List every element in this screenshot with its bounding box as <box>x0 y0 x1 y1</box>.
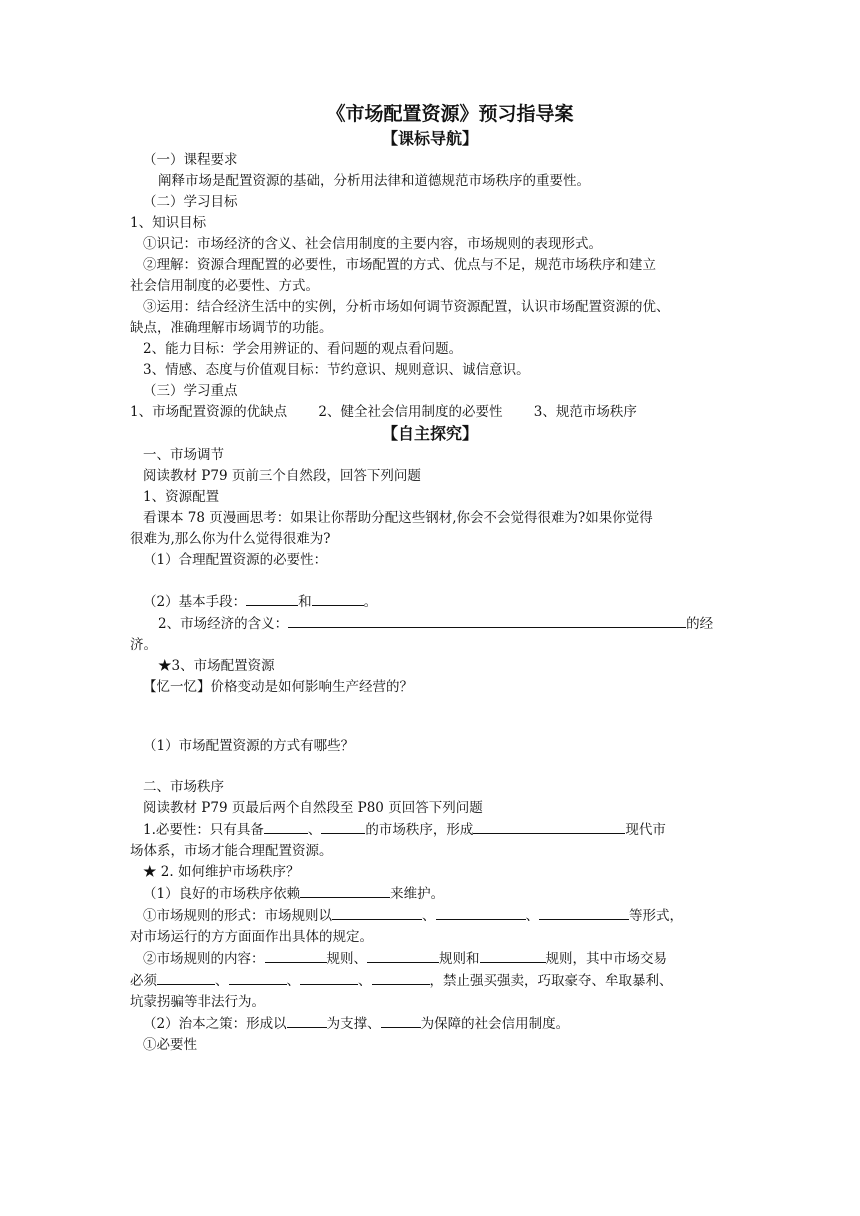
recall-question: 【忆一忆】价格变动是如何影响生产经营的？ <box>143 679 413 695</box>
course-req-text: 阐释市场是配置资源的基础，分析用法律和道德规范市场秩序的重要性。 <box>158 173 590 189</box>
cure-tail: 为保障的社会信用制度。 <box>420 1016 570 1032</box>
star3-heading: ★3、市场配置资源 <box>158 658 275 674</box>
answer-blank[interactable] <box>300 883 390 898</box>
document-body <box>130 100 730 1056</box>
necessity-mid: 的市场秩序，形成 <box>365 822 474 838</box>
rule-content-mid2: 规则和 <box>439 951 480 967</box>
part2-heading: 二、市场秩序 <box>143 779 224 795</box>
answer-blank[interactable] <box>367 948 439 963</box>
resource-q2 <box>130 591 730 613</box>
section-heading-explore: 【自主探究】 <box>381 424 478 443</box>
knowledge-item-1: ①识记：市场经济的含义、社会信用制度的主要内容，市场规则的表现形式。 <box>143 236 602 252</box>
emotion-goal: 3、情感、态度与价值观目标：节约意识、规则意识、诚信意识。 <box>143 362 530 378</box>
knowledge-item-3-line1: ③运用：结合经济生活中的实例，分析市场如何调节资源配置，认识市场配置资源的优、 <box>143 299 670 315</box>
answer-blank[interactable] <box>300 970 358 985</box>
answer-blank[interactable] <box>264 819 308 834</box>
order-q1 <box>130 883 730 905</box>
rule-form-label: ①市场规则的形式：市场规则以 <box>143 908 332 924</box>
rule-content-forbid: ，禁止强买强卖，巧取豪夺、牟取暴利、 <box>429 973 673 989</box>
cure-line <box>130 1013 730 1035</box>
answer-blank[interactable] <box>372 970 430 985</box>
sep: 、 <box>422 908 436 924</box>
focus-text: 1、市场配置资源的优缺点 2、健全社会信用制度的必要性 3、规范市场秩序 <box>130 404 637 420</box>
resource-think-line1: 看课本 78 页漫画思考：如果让你帮助分配这些钢材,你会不会觉得很难为?如果你觉得 <box>143 510 653 526</box>
answer-blank[interactable] <box>381 1013 421 1028</box>
rule-content-label: ②市场规则的内容： <box>143 951 265 967</box>
resource-heading: 1、资源配置 <box>143 489 220 505</box>
cure-mid: 为支撑、 <box>326 1016 381 1032</box>
resource-q1: （1）合理配置资源的必要性： <box>143 552 328 568</box>
cure-label: （2）治本之策：形成以 <box>143 1016 287 1032</box>
document-title: 《市场配置资源》预习指导案 <box>326 103 574 125</box>
answer-space <box>130 698 730 736</box>
necessity-line2: 场体系，市场才能合理配置资源。 <box>130 843 333 859</box>
answer-blank[interactable] <box>332 905 422 920</box>
ability-goal: 2、能力目标：学会用辨证的、看问题的观点看问题。 <box>143 341 463 357</box>
necessity-tail: 现代市 <box>625 822 666 838</box>
answer-blank[interactable] <box>312 591 364 606</box>
knowledge-item-3-line2: 缺点，准确理解市场调节的功能。 <box>130 320 333 336</box>
part2-read: 阅读教材 P79 页最后两个自然段至 P80 页回答下列问题 <box>143 800 483 816</box>
part1-heading: 一、市场调节 <box>143 447 224 463</box>
rule-form-line2: 对市场运行的方方面面作出具体的规定。 <box>130 929 373 945</box>
answer-blank[interactable] <box>246 591 298 606</box>
sep: 、 <box>286 973 300 989</box>
sep: 、 <box>307 822 322 838</box>
resource-think-line2: 很难为,那么你为什么觉得很难为? <box>130 531 331 547</box>
market-def-label: 2、市场经济的含义： <box>158 616 289 632</box>
answer-blank[interactable] <box>480 948 546 963</box>
order-q1-label: （1）良好的市场秩序依赖 <box>143 886 301 902</box>
star2-heading: ★ 2. 如何维护市场秩序？ <box>143 864 300 880</box>
knowledge-item-2-line2: 社会信用制度的必要性、方式。 <box>130 278 319 294</box>
rule-content-line3: 坑蒙拐骗等非法行为。 <box>130 994 265 1010</box>
rule-form-tail: 等形式， <box>629 908 683 924</box>
answer-blank[interactable] <box>436 905 526 920</box>
necessity-line1 <box>130 819 730 841</box>
answer-blank[interactable] <box>265 948 327 963</box>
answer-space <box>130 571 730 591</box>
goal-heading: （二）学习目标 <box>143 194 238 210</box>
market-def-tail: 的经 <box>686 616 714 632</box>
course-req-heading: （一）课程要求 <box>143 152 238 168</box>
resource-q2-label: （2）基本手段： <box>143 594 247 610</box>
rule-content-mid1: 规则、 <box>326 951 367 967</box>
answer-blank[interactable] <box>288 613 686 628</box>
answer-blank[interactable] <box>473 819 625 834</box>
answer-blank[interactable] <box>321 819 365 834</box>
market-def <box>130 613 730 635</box>
knowledge-heading: 1、知识目标 <box>130 215 207 231</box>
necessity-heading: ①必要性 <box>143 1037 197 1053</box>
resource-q2-end: 。 <box>363 594 378 610</box>
part1-read: 阅读教材 P79 页前三个自然段，回答下列问题 <box>143 468 421 484</box>
market-def-cont: 济。 <box>130 637 157 653</box>
order-q1-tail: 来维护。 <box>390 886 445 902</box>
sep: 、 <box>525 908 539 924</box>
rule-content-line1 <box>130 948 730 970</box>
necessity-label: 1.必要性：只有具备 <box>143 822 264 838</box>
rule-form-line1 <box>130 905 730 927</box>
resource-q2-and: 和 <box>298 594 312 610</box>
answer-blank[interactable] <box>539 905 629 920</box>
rule-content-tail: 规则，其中市场交易 <box>545 951 667 967</box>
answer-blank[interactable] <box>157 970 215 985</box>
answer-blank[interactable] <box>287 1013 327 1028</box>
sep: 、 <box>215 973 229 989</box>
answer-space <box>130 757 730 777</box>
ways-question: （1）市场配置资源的方式有哪些？ <box>143 738 355 754</box>
rule-content-line2 <box>130 970 730 992</box>
rule-content-must: 必须 <box>130 973 157 989</box>
answer-blank[interactable] <box>229 970 287 985</box>
section-heading-nav: 【课标导航】 <box>381 129 478 148</box>
knowledge-item-2-line1: ②理解：资源合理配置的必要性，市场配置的方式、优点与不足，规范市场秩序和建立 <box>143 257 656 273</box>
focus-heading: （三）学习重点 <box>143 383 238 399</box>
sep: 、 <box>358 973 372 989</box>
